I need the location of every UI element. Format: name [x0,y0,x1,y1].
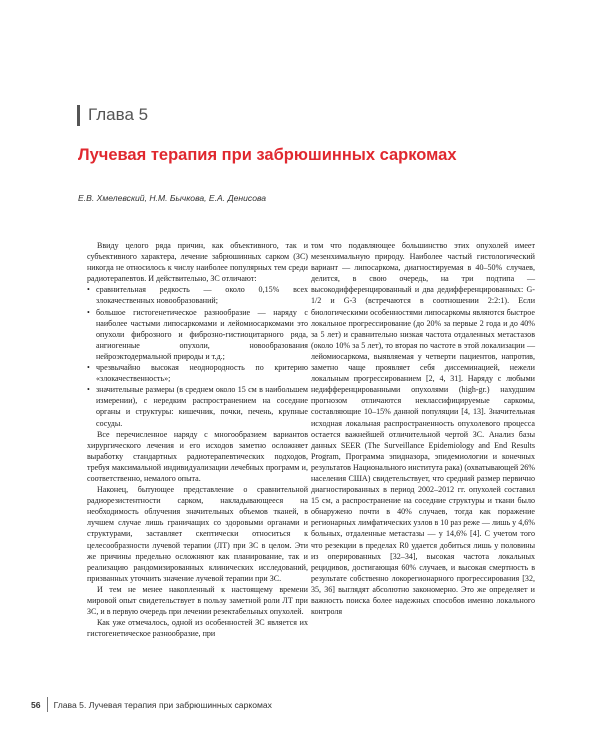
list-item: • значительные размеры (в среднем около 15 см в наибольшем измерении), с нередким распространением на соседние органы и структуры: кишечник, почки, печень, крупные сосуды. [87,384,308,428]
paragraph: Все перечисленное наряду с многообразием вариантов хирургического лечения и его исходов заметно осложняет выработку стандартных радиотерапевтических подходов, требуя максимальной индивидуализации лечебных программ и, соответственно, немалого опыта. [87,429,308,483]
paragraph-intro: Ввиду целого ряда причин, как объективного, так и субъективного характера, лечение забрюшинных сарком (ЗС) никогда не относилось к числу наиболее популярных тем среди радиотерапевтов. И действительно, ЗС отличают: [87,241,308,284]
paragraph: том что подавляющее большинство этих опухолей имеет мезенхимальную природу. Наиболее частый гистологический вариант — липосаркома, диагностируемая в 40–50% случаев, делится, в свою очередь, на три подтипа — высокодифференцированный и два дедифференцированных: G-1/2 и G-3 (встречаются в соотношении 2:2:1). Если биологическими особенностями липосаркомы являются быстрое локальное прогрессирование (до 20% за первые 2 года и до 40% за 5 лет) и сравнительно низкая частота отдаленных метастазов (около 10% за 5 лет), то вторая по частоте в этой локализации — лейомиосаркома, выявляемая у четверти пациентов, напротив, заметно чаще проявляет себя диссеминацией, нежели локальным прогрессированием [2, 4, 31]. Наряду с любыми недифференцированными опухолями (high-gr.) нахудшим прогнозом отличаются неклассифицируемые саркомы, составляющие 10–15% данной популяции [4, 13]. Значительная исходная локальная распространенность опухолевого процесса остается важнейшей отличительной чертой ЗС. Анализ базы данных SEER (The Surveillance Epidemiology and End Results Program, Программа эпидназора, эпидемиологии и конечных результатов Национального института рака) (охватывающей 26% населения США) свидетельствует, что средний размер первично диагностированных в период 2002–2012 гг. опухолей составил 15 см, а распространение на соседние структуры и ткани было обнаружено почти в 40% случаев, тогда как поражение регионарных лимфатических узлов в 10 раз реже — лишь у 4,6% больных, отдаленные метастазы — у 14,6% [4]. С учетом того что резекции в пределах R0 удается добиться лишь у половины из оперированных [32–34], высокая частота локальных рецидивов, достигающая 60% случаев, и высокая смертность в результате собственно локорегионарного прогрессирования [32, 35, 36] выглядят абсолютно закономерно. Это же определяет и важность поиска более надежных способов именно локального контроля [311,241,535,617]
right-column [311,240,535,617]
authors: Е.В. Хмелевский, Н.М. Бычкова, Е.А. Денисова [78,193,267,203]
chapter-bar [77,105,80,126]
paragraph: Наконец, бытующее представление о сравнительной радиорезистентности сарком, накладывающееся на необходимость облучения значительных объемов тканей, в лучшем случае лишь граничащих со здоровыми органами и структурами, заставляет скептически относиться к целесообразности лучевой терапии (ЛТ) при ЗС в целом. Эти же причины предельно осложняют как планирование, так и реализацию рандомизированных клинических исследований, призванных уточнить значение лучевой терапии при ЗС. [87,485,308,583]
chapter-heading [77,104,148,126]
features-list [87,284,308,428]
list-item: • сравнительная редкость — около 0,15% всех злокачественных новообразований; [87,284,308,306]
list-item: • большое гистогенетическое разнообразие — наряду с наиболее частыми липосаркомами и лейомиосаркомами это опухоли фиброзного и фиброзно-гистиоцитарного ряда, ангиогенные опухоли, новообразования нейроэктодермальной природы и т.д.; [87,307,308,362]
left-column [87,240,308,639]
list-item: • чрезвычайно высокая неоднородность по критерию «злокачественность»; [87,362,308,384]
chapter-title: Лучевая терапия при забрюшинных саркомах [78,146,457,164]
page-footer [31,697,272,712]
paragraph: И тем не менее накопленный к настоящему времени мировой опыт свидетельствует в пользу заметной роли ЛТ при ЗС, и в первую очередь при лечении резектабельных опухолей. [87,584,308,617]
footer-divider [47,697,48,712]
running-title: Глава 5. Лучевая терапия при забрюшинных саркомах [53,699,272,710]
page-number: 56 [31,699,41,710]
chapter-label: Глава 5 [88,105,149,124]
paragraph: Как уже отмечалось, одной из особенностей ЗС является их гистогенетическое разнообразие, при [87,618,308,639]
